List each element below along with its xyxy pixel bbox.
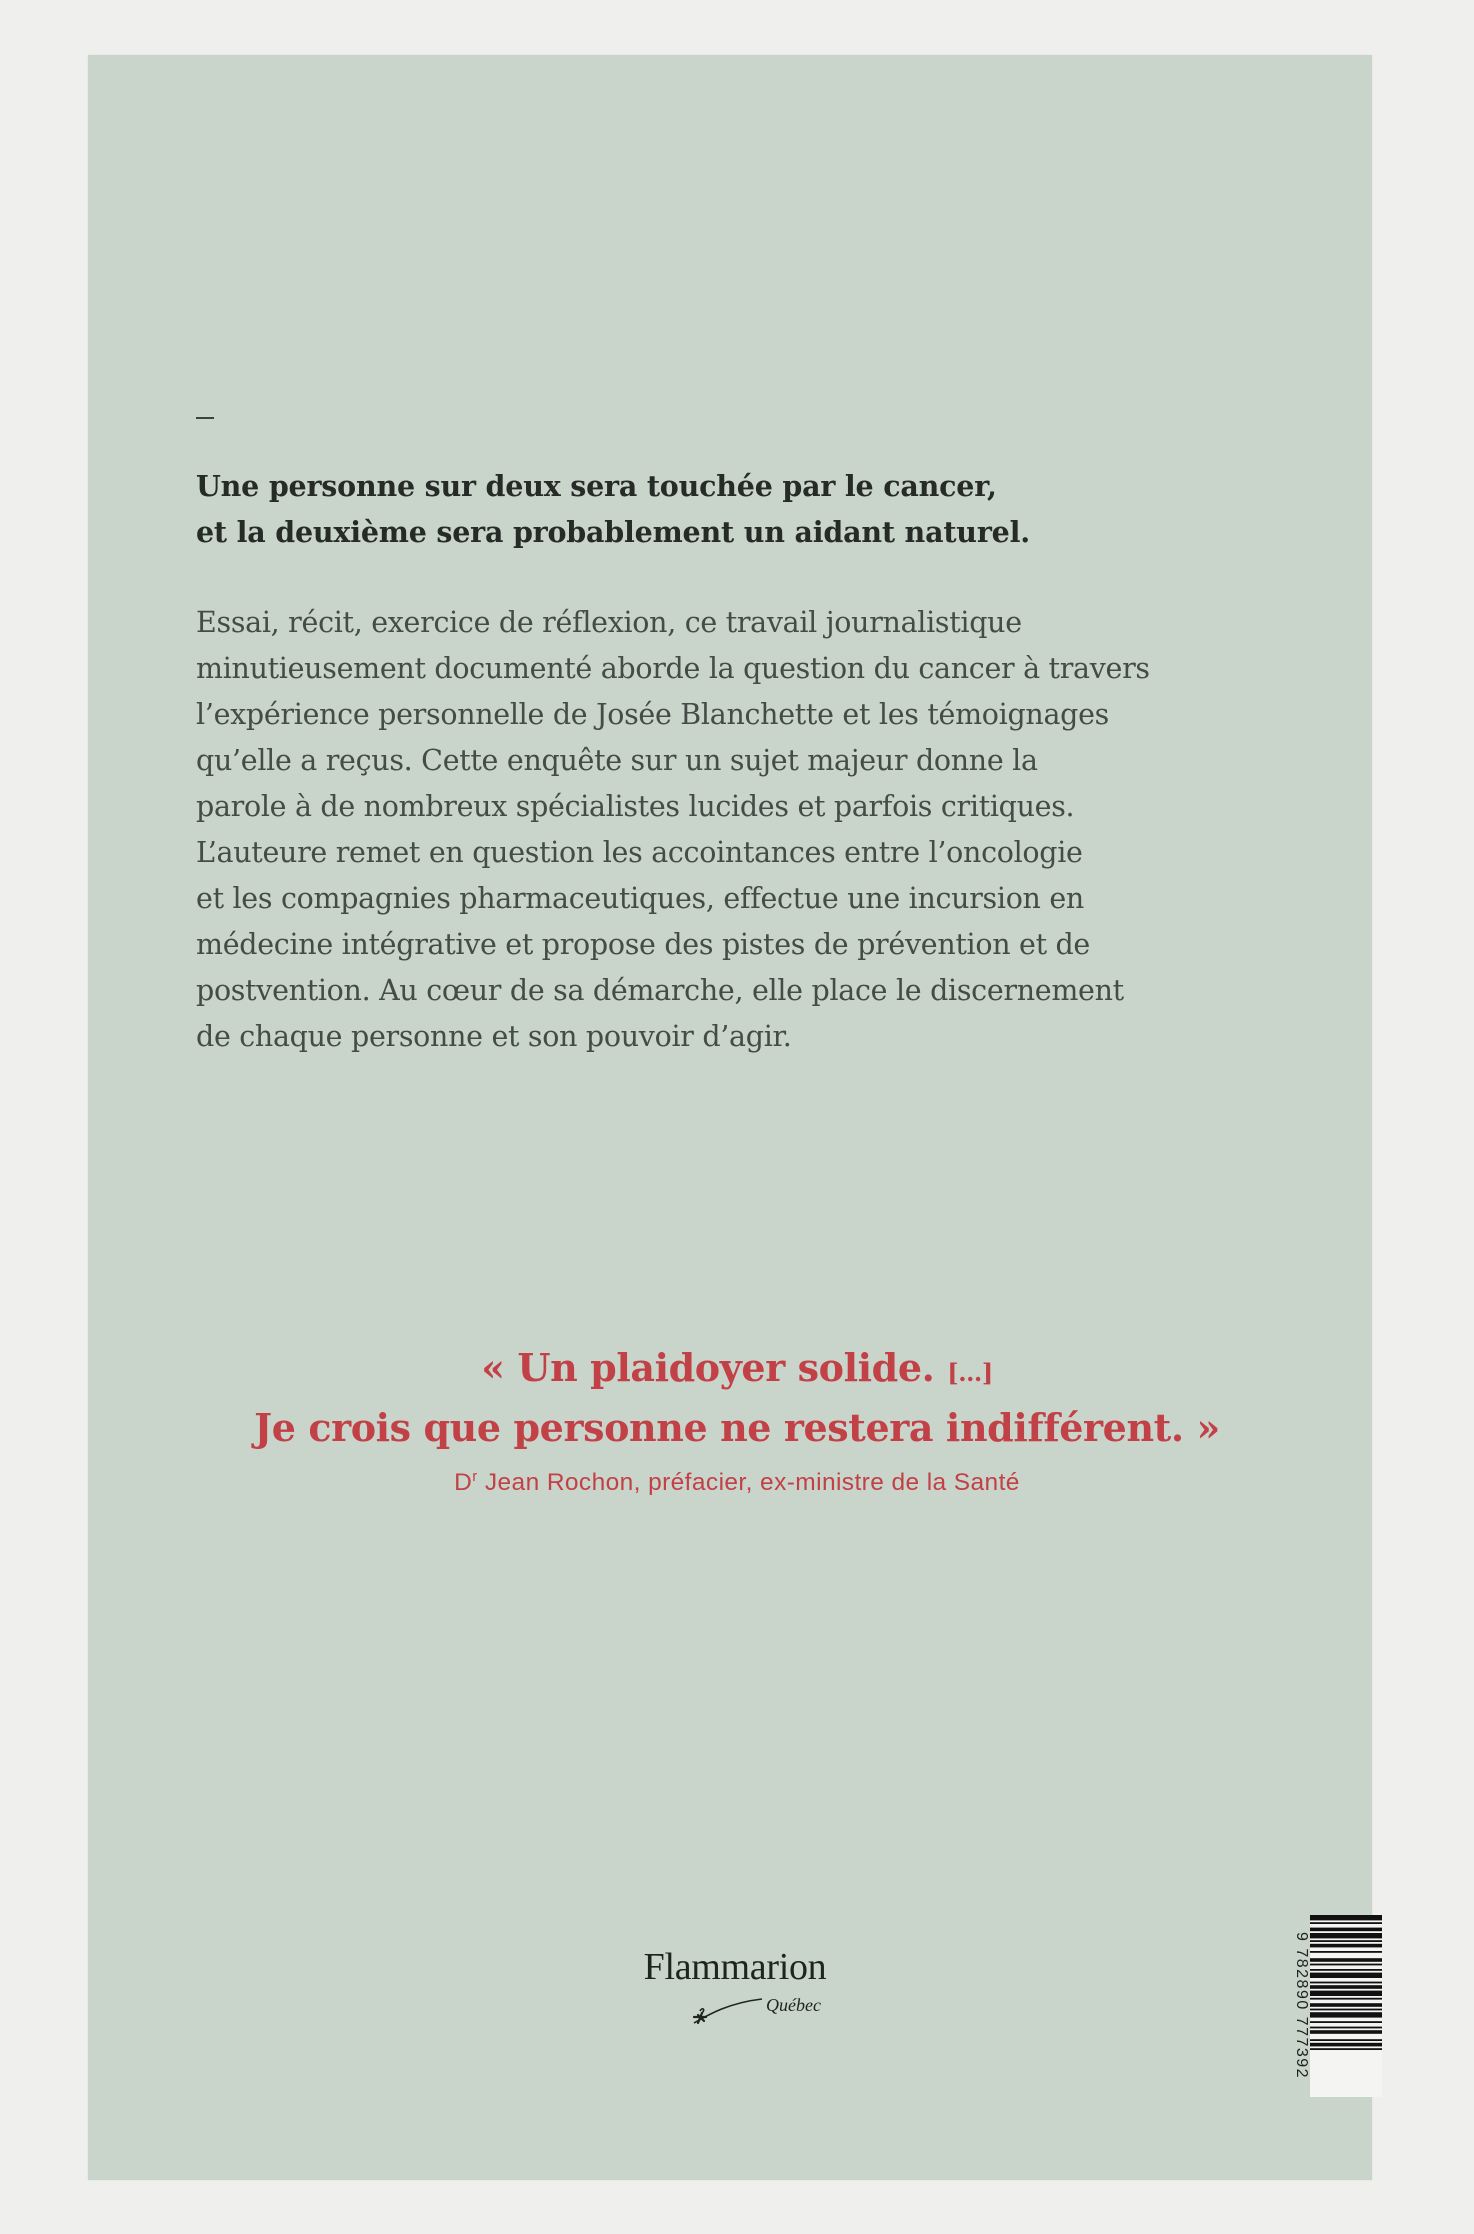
pull-quote <box>150 1340 1324 1455</box>
quote-ellipsis: […] <box>947 1358 993 1387</box>
fleur-swoosh-icon <box>688 1993 766 2029</box>
lead-paragraph <box>196 463 1296 555</box>
barcode-bar <box>1310 1944 1382 1948</box>
body-line: l’expérience personnelle de Josée Blanchette et les témoignages <box>196 698 1110 731</box>
quote-attribution <box>150 1468 1324 1497</box>
barcode-bar <box>1310 2048 1382 2050</box>
publisher-sub <box>560 1989 910 2039</box>
quote-line-1 <box>150 1340 1324 1400</box>
quote-line-2: Je crois que personne ne restera indifférent. » <box>254 1405 1220 1450</box>
barcode-bar <box>1310 1982 1382 1984</box>
barcode-bar <box>1310 2039 1382 2041</box>
body-line: qu’elle a reçus. Cette enquête sur un sujet majeur donne la <box>196 744 1038 777</box>
barcode-bar <box>1310 1985 1382 1989</box>
isbn-barcode <box>1290 1915 1382 2097</box>
body-paragraph <box>196 600 1336 1060</box>
body-line: minutieusement documenté aborde la question du cancer à travers <box>196 652 1150 685</box>
body-line: de chaque personne et son pouvoir d’agir. <box>196 1020 792 1053</box>
barcode-bars <box>1310 1915 1382 2097</box>
barcode-bar <box>1310 1928 1382 1932</box>
quote-line-1-text: « Un plaidoyer solide. <box>481 1345 935 1390</box>
body-line: médecine intégrative et propose des pistes de prévention et de <box>196 928 1090 961</box>
barcode-bar <box>1310 1964 1382 1966</box>
body-line: postvention. Au cœur de sa démarche, elle place le discernement <box>196 974 1124 1007</box>
body-line: et les compagnies pharmaceutiques, effectue une incursion en <box>196 882 1084 915</box>
barcode-bar <box>1310 2021 1382 2023</box>
barcode-bar <box>1310 1922 1382 1924</box>
barcode-bar <box>1310 1991 1382 1996</box>
isbn-text: 9 782890 777392 <box>1293 1932 1310 2080</box>
barcode-bar <box>1310 1958 1382 1962</box>
body-line: Essai, récit, exercice de réflexion, ce travail journalistique <box>196 606 1022 639</box>
lead-line: et la deuxième sera probablement un aidant naturel. <box>196 515 1030 549</box>
publisher-logo <box>560 1945 910 2039</box>
barcode-bar <box>1310 2027 1382 2029</box>
barcode-bar <box>1310 1998 1382 2000</box>
barcode-bar <box>1310 2043 1382 2047</box>
attribution-text: Jean Rochon, préfacier, ex-ministre de la Santé <box>477 1469 1020 1497</box>
body-line: L’auteure remet en question les accointances entre l’oncologie <box>196 836 1083 869</box>
barcode-bar <box>1310 2003 1382 2007</box>
lead-line: Une personne sur deux sera touchée par le cancer, <box>196 469 997 503</box>
barcode-bar <box>1310 1933 1382 1938</box>
barcode-bar <box>1310 2030 1382 2034</box>
body-line: parole à de nombreux spécialistes lucides et parfois critiques. <box>196 790 1075 823</box>
publisher-name: Flammarion <box>643 1946 827 1988</box>
barcode-bar <box>1310 2009 1382 2011</box>
back-cover <box>88 55 1372 2180</box>
barcode-bar <box>1310 1969 1382 1971</box>
isbn-digits <box>1290 1915 1310 2097</box>
attribution-sup: r <box>472 1468 478 1485</box>
attribution-prefix: D <box>454 1469 473 1497</box>
barcode-bar <box>1310 1915 1382 1920</box>
barcode-bar <box>1310 2012 1382 2017</box>
barcode-bar <box>1310 1973 1382 1978</box>
dash-mark <box>196 417 214 419</box>
publisher-subname: Québec <box>766 1995 821 2015</box>
barcode-bar <box>1310 1940 1382 1942</box>
barcode-bar <box>1310 1951 1382 1953</box>
